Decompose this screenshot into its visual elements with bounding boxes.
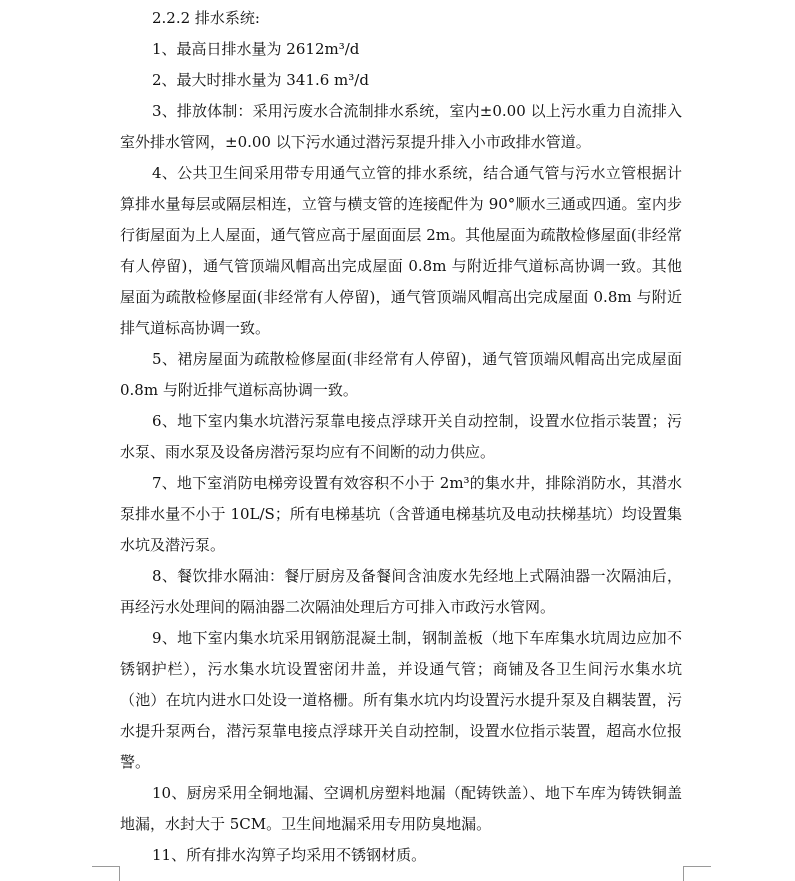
paragraph-floor-drains: 10、厨房采用全铜地漏、空调机房塑料地漏（配铸铁盖）、地下车库为铸铁铜盖地漏，水封大于 5CM。卫生间地漏采用专用防臭地漏。 bbox=[120, 784, 682, 833]
document-body bbox=[120, 3, 682, 871]
paragraph-max-hourly-drainage: 2、最大时排水量为 341.6 m³/d bbox=[152, 71, 369, 89]
margin-corner-mark-left bbox=[92, 866, 120, 881]
paragraph-max-daily-drainage: 1、最高日排水量为 2612m³/d bbox=[152, 40, 360, 58]
paragraph-sump-construction: 9、地下室内集水坑采用钢筋混凝土制，钢制盖板（地下车库集水坑周边应加不锈钢护栏），污水集水坑设置密闭井盖，并设通气管；商铺及各卫生间污水集水坑（池）在坑内进水口处设一道格栅。所有集水坑内均设置污水提升泵及自耦装置，污水提升泵两台，潜污泵靠电接点浮球开关自动控制，设置水位指示装置，超高水位报警。 bbox=[120, 629, 682, 771]
paragraph-basement-sump-control: 6、地下室内集水坑潜污泵靠电接点浮球开关自动控制，设置水位指示装置；污水泵、雨水泵及设备房潜污泵均应有不间断的动力供应。 bbox=[120, 412, 682, 461]
paragraph-podium-roof: 5、裙房屋面为疏散检修屋面(非经常有人停留)，通气管顶端风帽高出完成屋面 0.8m 与附近排气道标高协调一致。 bbox=[120, 350, 682, 399]
paragraph-public-toilet-vent: 4、公共卫生间采用带专用通气立管的排水系统，结合通气管与污水立管根据计算排水量每层或隔层相连，立管与横支管的连接配件为 90°顺水三通或四通。室内步行街屋面为上人屋面，通气管应高于屋面面层 2m。其他屋面为疏散检修屋面(非经常有人停留)，通气管顶端风帽高出完成屋面 0.8m 与附近排气道标高协调一致。其他屋面为疏散检修屋面(非经常有人停留)，通气管顶端风帽高出完成屋面 0.8m 与附近排气道标高协调一致。 bbox=[120, 164, 682, 337]
section-heading: 2.2.2 排水系统: bbox=[152, 9, 260, 27]
paragraph-discharge-system: 3、排放体制：采用污废水合流制排水系统，室内±0.00 以上污水重力自流排入室外排水管网，±0.00 以下污水通过潜污泵提升排入小市政排水管道。 bbox=[120, 102, 682, 151]
paragraph-trench-grates: 11、所有排水沟箅子均采用不锈钢材质。 bbox=[152, 846, 427, 864]
margin-corner-mark-right bbox=[683, 866, 711, 881]
paragraph-grease-separation: 8、餐饮排水隔油：餐厅厨房及备餐间含油废水先经地上式隔油器一次隔油后，再经污水处理间的隔油器二次隔油处理后方可排入市政污水管网。 bbox=[120, 567, 682, 616]
paragraph-fire-elevator-sump: 7、地下室消防电梯旁设置有效容积不小于 2m³的集水井，排除消防水，其潜水泵排水量不小于 10L/S；所有电梯基坑（含普通电梯基坑及电动扶梯基坑）均设置集水坑及潜污泵。 bbox=[120, 474, 682, 554]
